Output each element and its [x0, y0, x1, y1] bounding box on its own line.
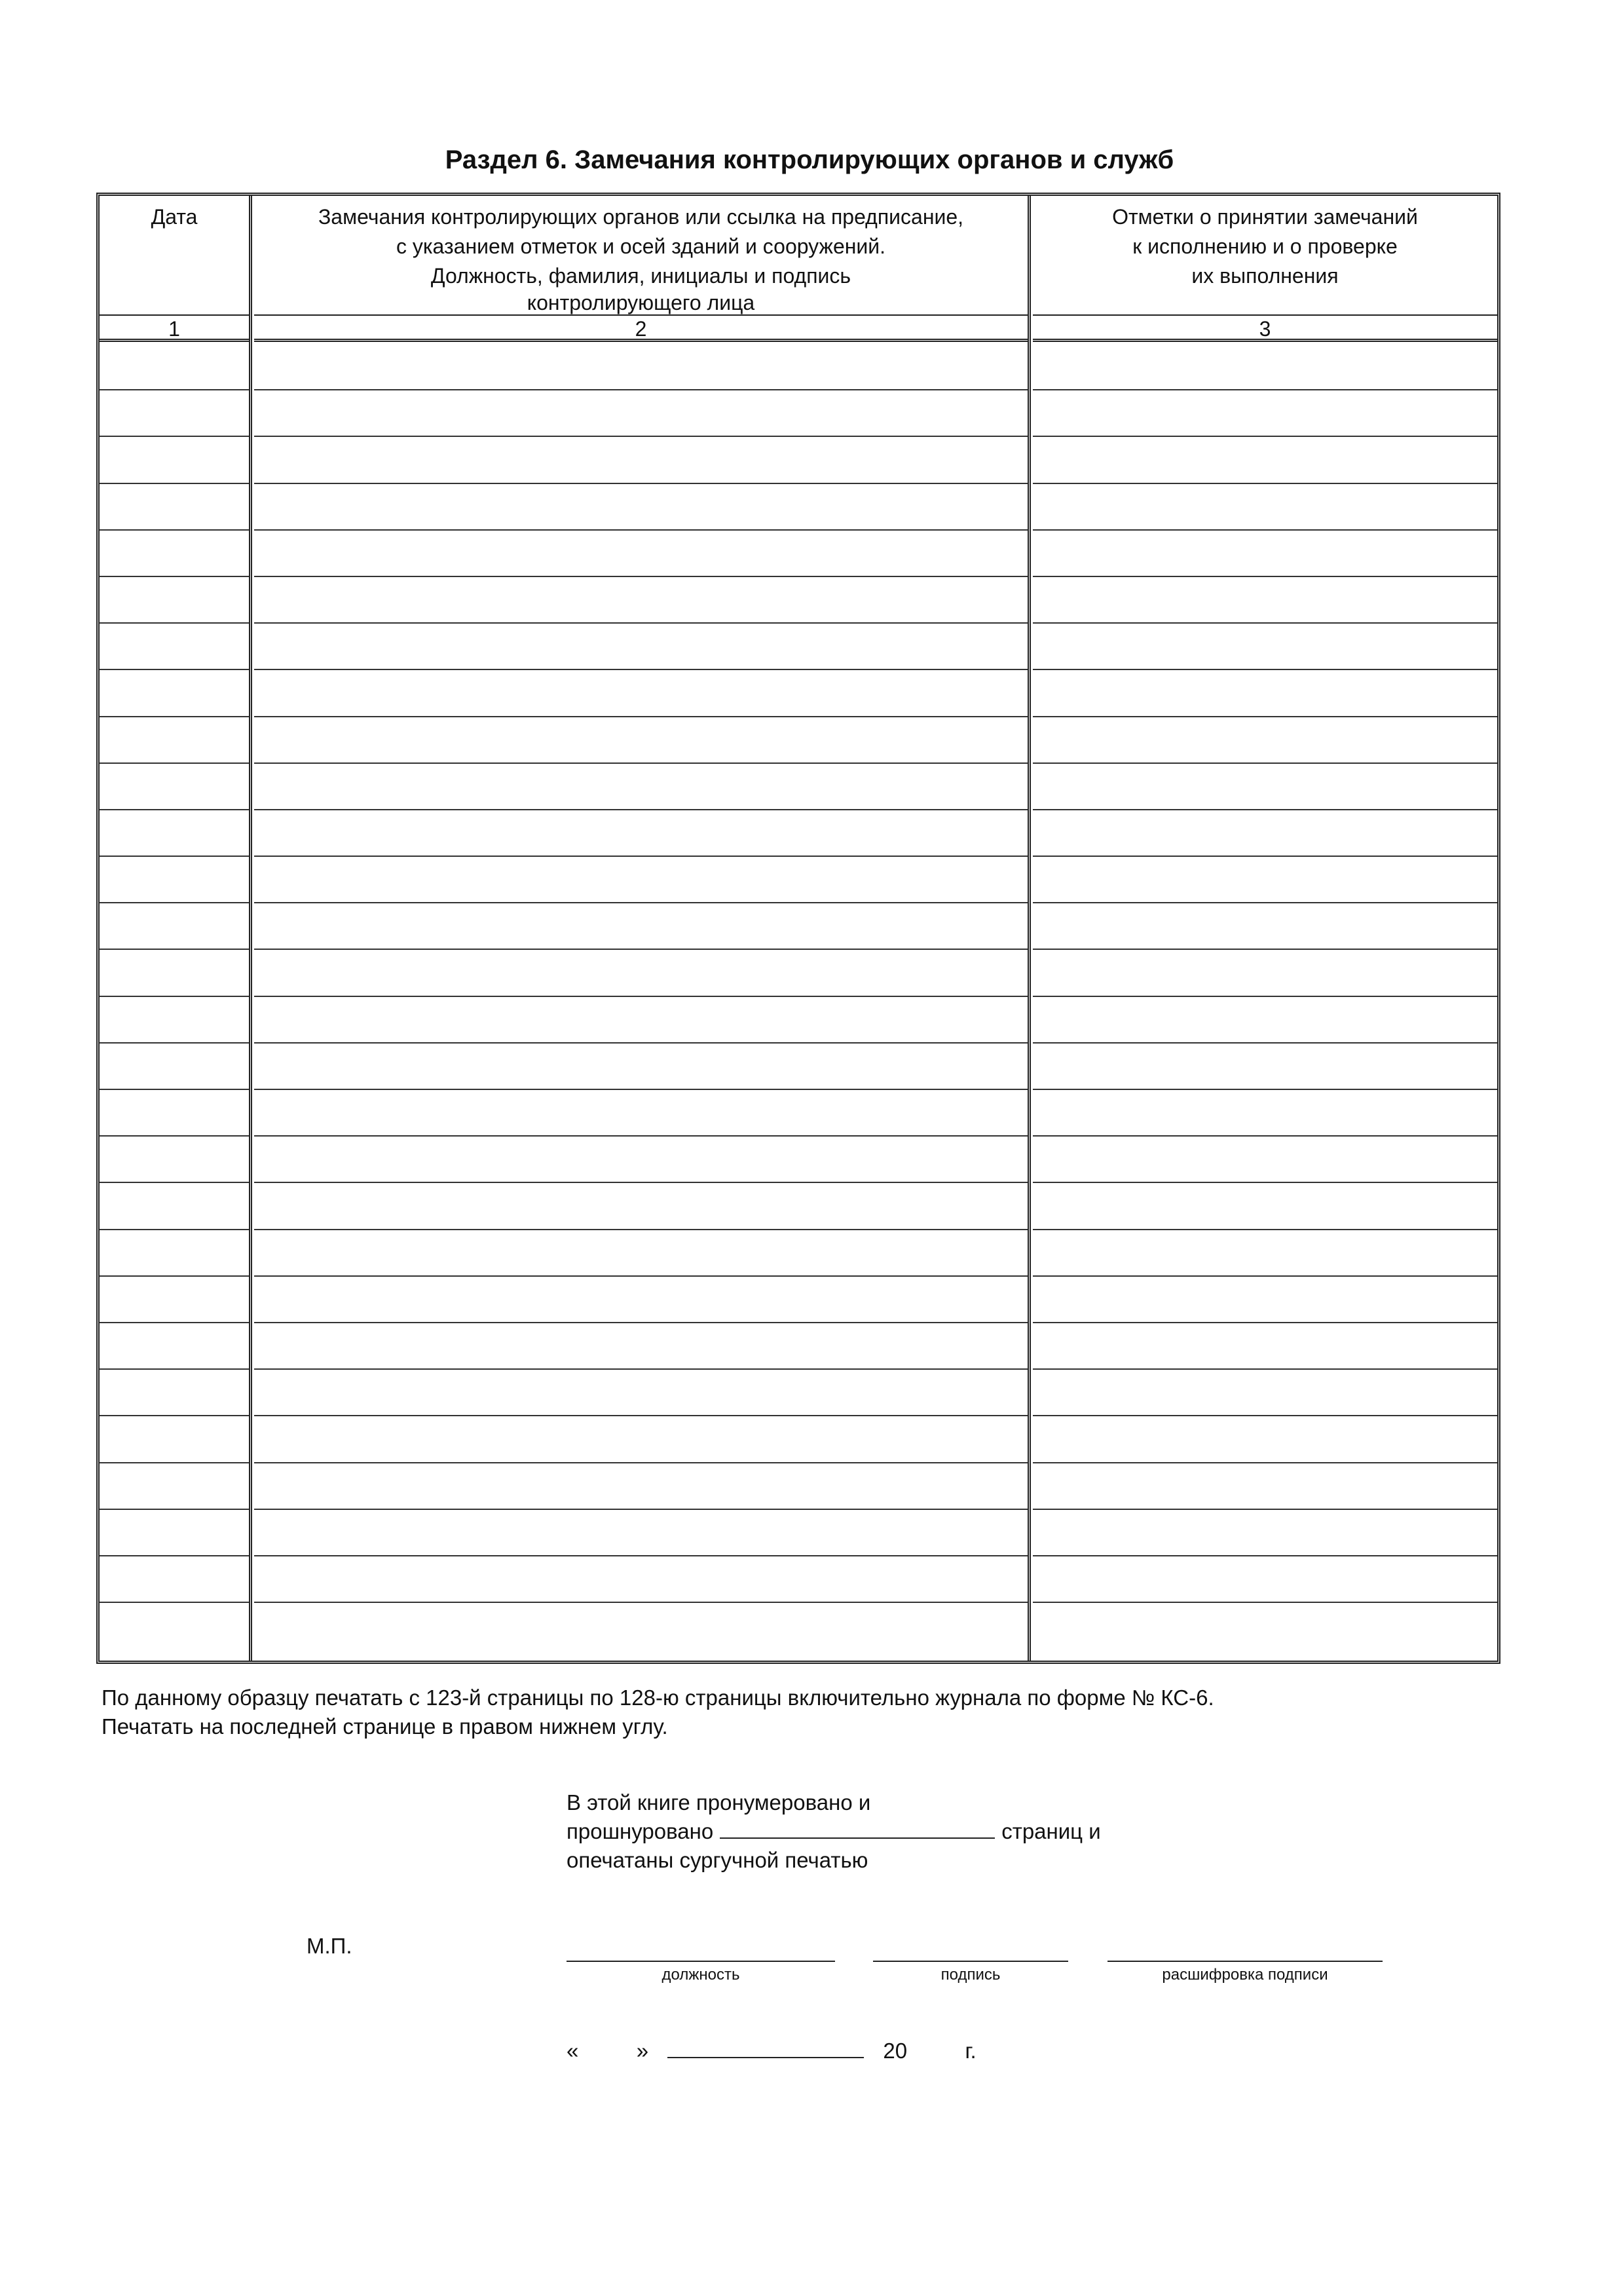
section-title: Раздел 6. Замечания контролирующих органов и служб — [445, 145, 1174, 174]
date-close-quote: » — [636, 2039, 649, 2063]
table-row[interactable] — [1033, 670, 1497, 717]
binding-line — [567, 1817, 1101, 1846]
table-row[interactable] — [100, 857, 249, 903]
binding-text: страниц и — [1001, 1819, 1101, 1843]
table-row[interactable] — [1033, 717, 1497, 764]
table-row[interactable] — [254, 1370, 1028, 1416]
table-row[interactable] — [254, 1416, 1028, 1463]
binding-line: опечатаны сургучной печатью — [567, 1848, 868, 1872]
table-row[interactable] — [1033, 344, 1497, 390]
header-remarks — [254, 196, 1028, 316]
table-row[interactable] — [100, 1370, 249, 1416]
table-row[interactable] — [1033, 764, 1497, 810]
table-row[interactable] — [1033, 1323, 1497, 1370]
print-note-line: Печатать на последней странице в правом нижнем углу. — [102, 1714, 668, 1739]
table-row[interactable] — [254, 903, 1028, 950]
header-date: Дата — [100, 196, 249, 316]
table-row[interactable] — [1033, 437, 1497, 483]
table-row[interactable] — [254, 1044, 1028, 1090]
column-number-2: 2 — [254, 316, 1028, 342]
table-row[interactable] — [1033, 1090, 1497, 1137]
table-row[interactable] — [1033, 484, 1497, 531]
remarks-table — [96, 193, 1500, 1664]
table-row[interactable] — [100, 1044, 249, 1090]
header-acceptance-line: их выполнения — [1191, 264, 1339, 288]
table-row[interactable] — [100, 577, 249, 624]
table-row[interactable] — [100, 1556, 249, 1603]
table-row[interactable] — [100, 344, 249, 390]
table-row[interactable] — [1033, 531, 1497, 577]
signature-decoding-field[interactable]: расшифровка подписи — [1107, 1961, 1383, 1984]
table-row[interactable] — [254, 1556, 1028, 1603]
table-row[interactable] — [254, 1323, 1028, 1370]
table-row[interactable] — [100, 1323, 249, 1370]
table-row[interactable] — [254, 624, 1028, 670]
table-row[interactable] — [254, 1230, 1028, 1277]
table-row[interactable] — [254, 531, 1028, 577]
table-row[interactable] — [1033, 1603, 1497, 1649]
table-row[interactable] — [1033, 390, 1497, 437]
table-row[interactable] — [1033, 950, 1497, 996]
print-note — [102, 1684, 1214, 1741]
rows-acceptance — [1033, 344, 1497, 1661]
table-row[interactable] — [1033, 1044, 1497, 1090]
table-row[interactable] — [254, 717, 1028, 764]
table-row[interactable] — [1033, 903, 1497, 950]
table-row[interactable] — [100, 670, 249, 717]
column-number-1: 1 — [100, 316, 249, 342]
table-row[interactable] — [1033, 857, 1497, 903]
table-row[interactable] — [100, 1277, 249, 1323]
column-number-3: 3 — [1033, 316, 1497, 342]
table-row[interactable] — [254, 764, 1028, 810]
table-row[interactable] — [100, 1183, 249, 1230]
signature-field[interactable]: подпись — [873, 1961, 1068, 1984]
table-row[interactable] — [100, 484, 249, 531]
date-year-prefix: 20 — [883, 2039, 908, 2063]
rows-date — [100, 344, 249, 1661]
header-acceptance-line: Отметки о принятии замечаний — [1112, 205, 1418, 229]
table-row[interactable] — [100, 1090, 249, 1137]
header-remarks-line: контролирующего лица — [527, 291, 755, 314]
table-row[interactable] — [1033, 577, 1497, 624]
table-row[interactable] — [254, 670, 1028, 717]
stamp-place: М.П. — [307, 1934, 352, 1958]
table-row[interactable] — [1033, 624, 1497, 670]
table-row[interactable] — [1033, 1137, 1497, 1183]
table-row[interactable] — [100, 390, 249, 437]
table-row[interactable] — [254, 997, 1028, 1044]
table-row[interactable] — [254, 484, 1028, 531]
table-row[interactable] — [254, 1510, 1028, 1556]
table-row[interactable] — [254, 344, 1028, 390]
header-remarks-line: Замечания контролирующих органов или ссылка на предписание, — [318, 205, 964, 229]
table-row[interactable] — [1033, 1556, 1497, 1603]
table-row[interactable] — [254, 1463, 1028, 1510]
table-row[interactable] — [1033, 1463, 1497, 1510]
header-acceptance-line: к исполнению и о проверке — [1132, 235, 1398, 258]
table-row[interactable] — [100, 1137, 249, 1183]
table-row[interactable] — [254, 857, 1028, 903]
table-row[interactable] — [100, 1416, 249, 1463]
table-row[interactable] — [254, 1603, 1028, 1649]
table-row[interactable] — [100, 717, 249, 764]
table-row[interactable] — [100, 1463, 249, 1510]
table-row[interactable] — [100, 1603, 249, 1649]
column-remarks — [254, 196, 1031, 1661]
table-row[interactable] — [100, 1510, 249, 1556]
date-month-field[interactable] — [667, 2037, 864, 2058]
column-date — [100, 196, 252, 1661]
table-row[interactable] — [254, 1090, 1028, 1137]
table-row[interactable] — [100, 624, 249, 670]
table-row[interactable] — [1033, 1277, 1497, 1323]
table-row[interactable] — [254, 1277, 1028, 1323]
table-row[interactable] — [100, 810, 249, 857]
table-row[interactable] — [100, 531, 249, 577]
table-row[interactable] — [1033, 810, 1497, 857]
table-row[interactable] — [254, 950, 1028, 996]
table-row[interactable] — [100, 1230, 249, 1277]
date-open-quote: « — [567, 2039, 579, 2063]
table-row[interactable] — [254, 1137, 1028, 1183]
date-year-suffix: г. — [965, 2039, 977, 2063]
date-line — [567, 2037, 977, 2063]
table-row[interactable] — [100, 903, 249, 950]
table-row[interactable] — [1033, 1370, 1497, 1416]
table-row[interactable] — [254, 1183, 1028, 1230]
table-row[interactable] — [254, 810, 1028, 857]
binding-line: В этой книге пронумеровано и — [567, 1790, 871, 1815]
header-remarks-line: Должность, фамилия, инициалы и подпись — [430, 264, 851, 288]
table-row[interactable] — [1033, 1510, 1497, 1556]
table-row[interactable] — [1033, 997, 1497, 1044]
table-row[interactable] — [1033, 1230, 1497, 1277]
column-acceptance — [1033, 196, 1497, 1661]
page-count-field[interactable] — [720, 1818, 995, 1839]
table-row[interactable] — [1033, 1416, 1497, 1463]
table-row[interactable] — [254, 577, 1028, 624]
table-row[interactable] — [254, 390, 1028, 437]
table-row[interactable] — [1033, 1183, 1497, 1230]
table-row[interactable] — [100, 950, 249, 996]
print-note-line: По данному образцу печатать с 123-й страницы по 128-ю страницы включительно журнала по форме № КС-6. — [102, 1685, 1214, 1710]
header-acceptance — [1033, 196, 1497, 316]
header-remarks-line: с указанием отметок и осей зданий и сооружений. — [396, 235, 886, 258]
table-row[interactable] — [100, 437, 249, 483]
binding-text: прошнуровано — [567, 1819, 714, 1843]
table-row[interactable] — [100, 764, 249, 810]
rows-remarks — [254, 344, 1028, 1661]
binding-certification — [567, 1788, 1101, 1875]
table-row[interactable] — [254, 437, 1028, 483]
table-row[interactable] — [100, 997, 249, 1044]
position-signature-field[interactable]: должность — [567, 1961, 835, 1984]
